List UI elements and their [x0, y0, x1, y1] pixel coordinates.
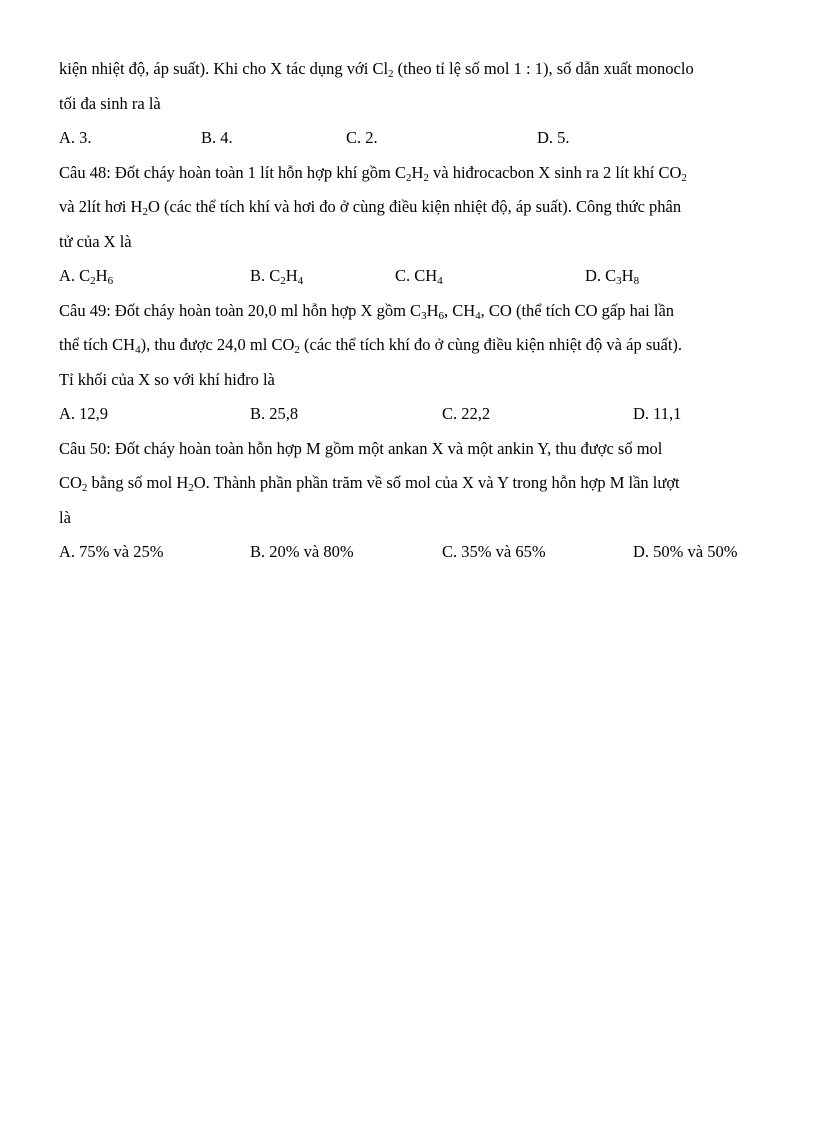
q50-line-3: là [59, 507, 71, 527]
q48-option-d: D. $C_3H_8$ [585, 266, 640, 287]
q48-line-1: Câu 48: Đốt cháy hoàn toàn 1 lít hỗn hợp khí gồm $C_2H_2$ và hiđrocacbon X sinh ra 2 lít khí $CO_2$ [59, 162, 687, 184]
q50-option-c: C. 35% và 65% [442, 542, 546, 561]
q48-options [59, 259, 779, 294]
q49-line-1: Câu 49: Đốt cháy hoàn toàn 20,0 ml hỗn hợp X gồm $C_3H_6$, $CH_4$, CO (thể tích CO gấp hai lần [59, 300, 675, 322]
q49-options [59, 397, 779, 432]
q50-option-b: B. 20% và 80% [250, 542, 354, 561]
q49-option-b: B. 25,8 [250, 404, 299, 423]
q49-option-a: A. 12,9 [59, 404, 109, 423]
q47-option-a: A. 3. [59, 128, 92, 147]
q50-option-d: D. 50% và 50% [633, 542, 738, 561]
q50-option-a: A. 75% và 25% [59, 542, 164, 561]
q49-line-3: Tỉ khối của X so với khí hiđro là [59, 369, 275, 389]
q48-line-2: và 2lít hơi $H_2O$ (các thể tích khí và hơi đo ở cùng điều kiện nhiệt độ, áp suất). Công thức phân [59, 197, 682, 218]
q50-line-1: Câu 50: Đốt cháy hoàn toàn hỗn hợp M gồm một ankan X và một ankin Y, thu được số mol [59, 438, 663, 458]
q50-line-2: $CO_2$ bằng số mol $H_2O$. Thành phần phần trăm về số mol của X và Y trong hỗn hợp M lần lượt [59, 473, 680, 494]
q47-options [59, 121, 779, 156]
q49-option-d: D. 11,1 [633, 404, 682, 423]
q48-option-b: B. $C_2H_4$ [250, 266, 304, 287]
q50-options [59, 535, 779, 570]
q47-option-c: C. 2. [346, 128, 378, 147]
q47-option-d: D. 5. [537, 128, 570, 147]
q49-line-2: thể tích $CH_4$), thu được 24,0 ml $CO_2$ (các thể tích khí đo ở cùng điều kiện nhiệt độ và áp suất). [59, 335, 683, 356]
document-page [59, 52, 779, 570]
q47-option-b: B. 4. [201, 128, 233, 147]
q48-option-a: A. $C_2H_6$ [59, 266, 114, 287]
q48-option-c: C. $CH_4$ [395, 266, 443, 287]
q48-line-3: tử của X là [59, 231, 132, 251]
q49-option-c: C. 22,2 [442, 404, 491, 423]
q47-line-2: tối đa sinh ra là [59, 93, 161, 113]
q47-line-1: kiện nhiệt độ, áp suất). Khi cho X tác dụng với $Cl_2$ (theo tỉ lệ số mol 1 : 1), số dẫn xuất monoclo [59, 59, 694, 80]
